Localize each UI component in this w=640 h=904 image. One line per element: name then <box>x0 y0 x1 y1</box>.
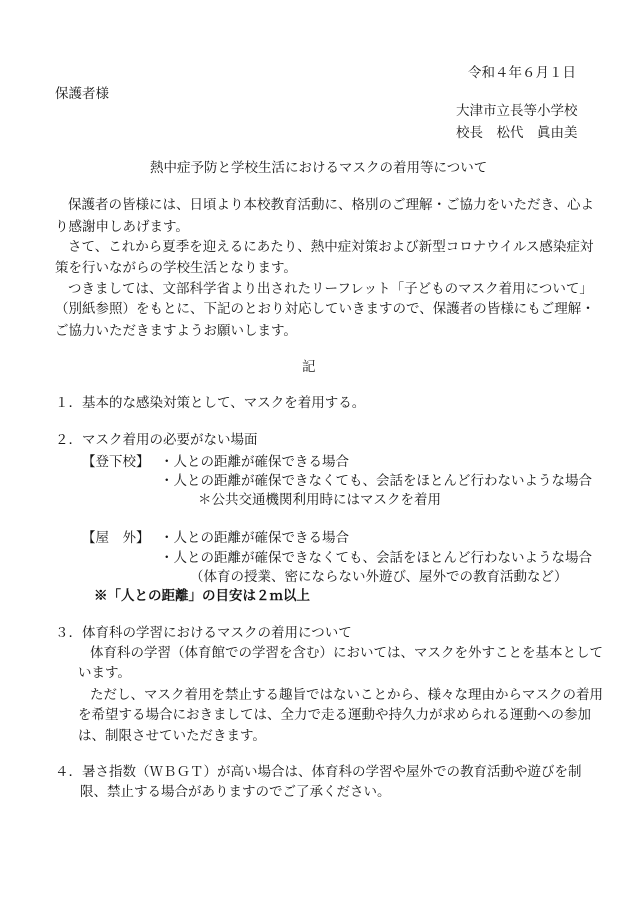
commute-case-1: ・人との距離が確保できる場合 <box>160 454 349 470</box>
paragraph-1-line-2: り感謝申しあげます。 <box>55 219 189 235</box>
outdoor-case-1: ・人との距離が確保できる場合 <box>160 530 349 546</box>
paragraph-3-line-3: ご協力いただきますようお願いします。 <box>55 323 297 339</box>
item-3-line-3: ただし、マスク着用を禁止する趣旨ではないことから、様々な理由からマスクの着用 <box>90 687 603 703</box>
item-4-line-1: ４．暑さ指数（ＷＢＧＴ）が高い場合は、体育科の学習や屋外での教育活動や遊びを制 <box>55 764 582 780</box>
item-4-line-2: 限、禁止する場合がありますのでご了承ください。 <box>80 784 391 800</box>
item-3-heading: ３．体育科の学習におけるマスクの着用について <box>55 625 352 641</box>
date: 令和４年６月１日 <box>468 65 576 81</box>
outdoor-case-2: ・人との距離が確保できなくても、会話をほとんど行わないような場合 <box>160 550 592 566</box>
recipient: 保護者様 <box>55 86 109 102</box>
item-3-line-2: います。 <box>78 665 131 681</box>
commute-case-2: ・人との距離が確保できなくても、会話をほとんど行わないような場合 <box>160 473 592 489</box>
paragraph-1-line-1: 保護者の皆様には、日頃より本校教育活動に、格別のご理解・ご協力をいただき、心よ <box>68 197 594 213</box>
item-3-line-1: 体育科の学習（体育館での学習を含む）においては、マスクを外すことを基本として <box>90 645 603 661</box>
commute-note: ＊公共交通機関利用時にはマスクを着用 <box>198 492 441 508</box>
item-2-heading: ２．マスク着用の必要がない場面 <box>55 432 258 448</box>
principal-name: 校長 松代 眞由美 <box>456 125 578 141</box>
item-3-line-4: を希望する場合におきましては、全力で走る運動や持久力が求められる運動への参加 <box>78 707 591 723</box>
paragraph-2-line-1: さて、これから夏季を迎えるにあたり、熱中症対策および新型コロナウイルス感染症対 <box>68 239 594 255</box>
paragraph-3-line-1: つきましては、文部科学省より出されたリーフレット「子どものマスク着用について」 <box>68 281 593 297</box>
document-title: 熱中症予防と学校生活におけるマスクの着用等について <box>150 160 488 176</box>
school-name: 大津市立長等小学校 <box>456 103 578 119</box>
ki-heading: 記 <box>302 359 316 375</box>
item-1: １．基本的な感染対策として、マスクを着用する。 <box>55 395 366 411</box>
paragraph-2-line-2: 策を行いながらの学校生活となります。 <box>55 260 297 276</box>
distance-note: ※「人との距離」の目安は２ｍ以上 <box>94 588 310 604</box>
paragraph-3-line-2: （別紙参照）をもとに、下記のとおり対応していきますので、保護者の皆様にもご理解・ <box>55 301 595 317</box>
commute-label: 【登下校】 <box>82 454 150 470</box>
outdoor-note: （体育の授業、密にならない外遊び、屋外での教育活動など） <box>190 569 568 585</box>
item-3-line-5: は、制限させていただきます。 <box>78 728 266 744</box>
outdoor-label: 【屋 外】 <box>82 530 150 546</box>
